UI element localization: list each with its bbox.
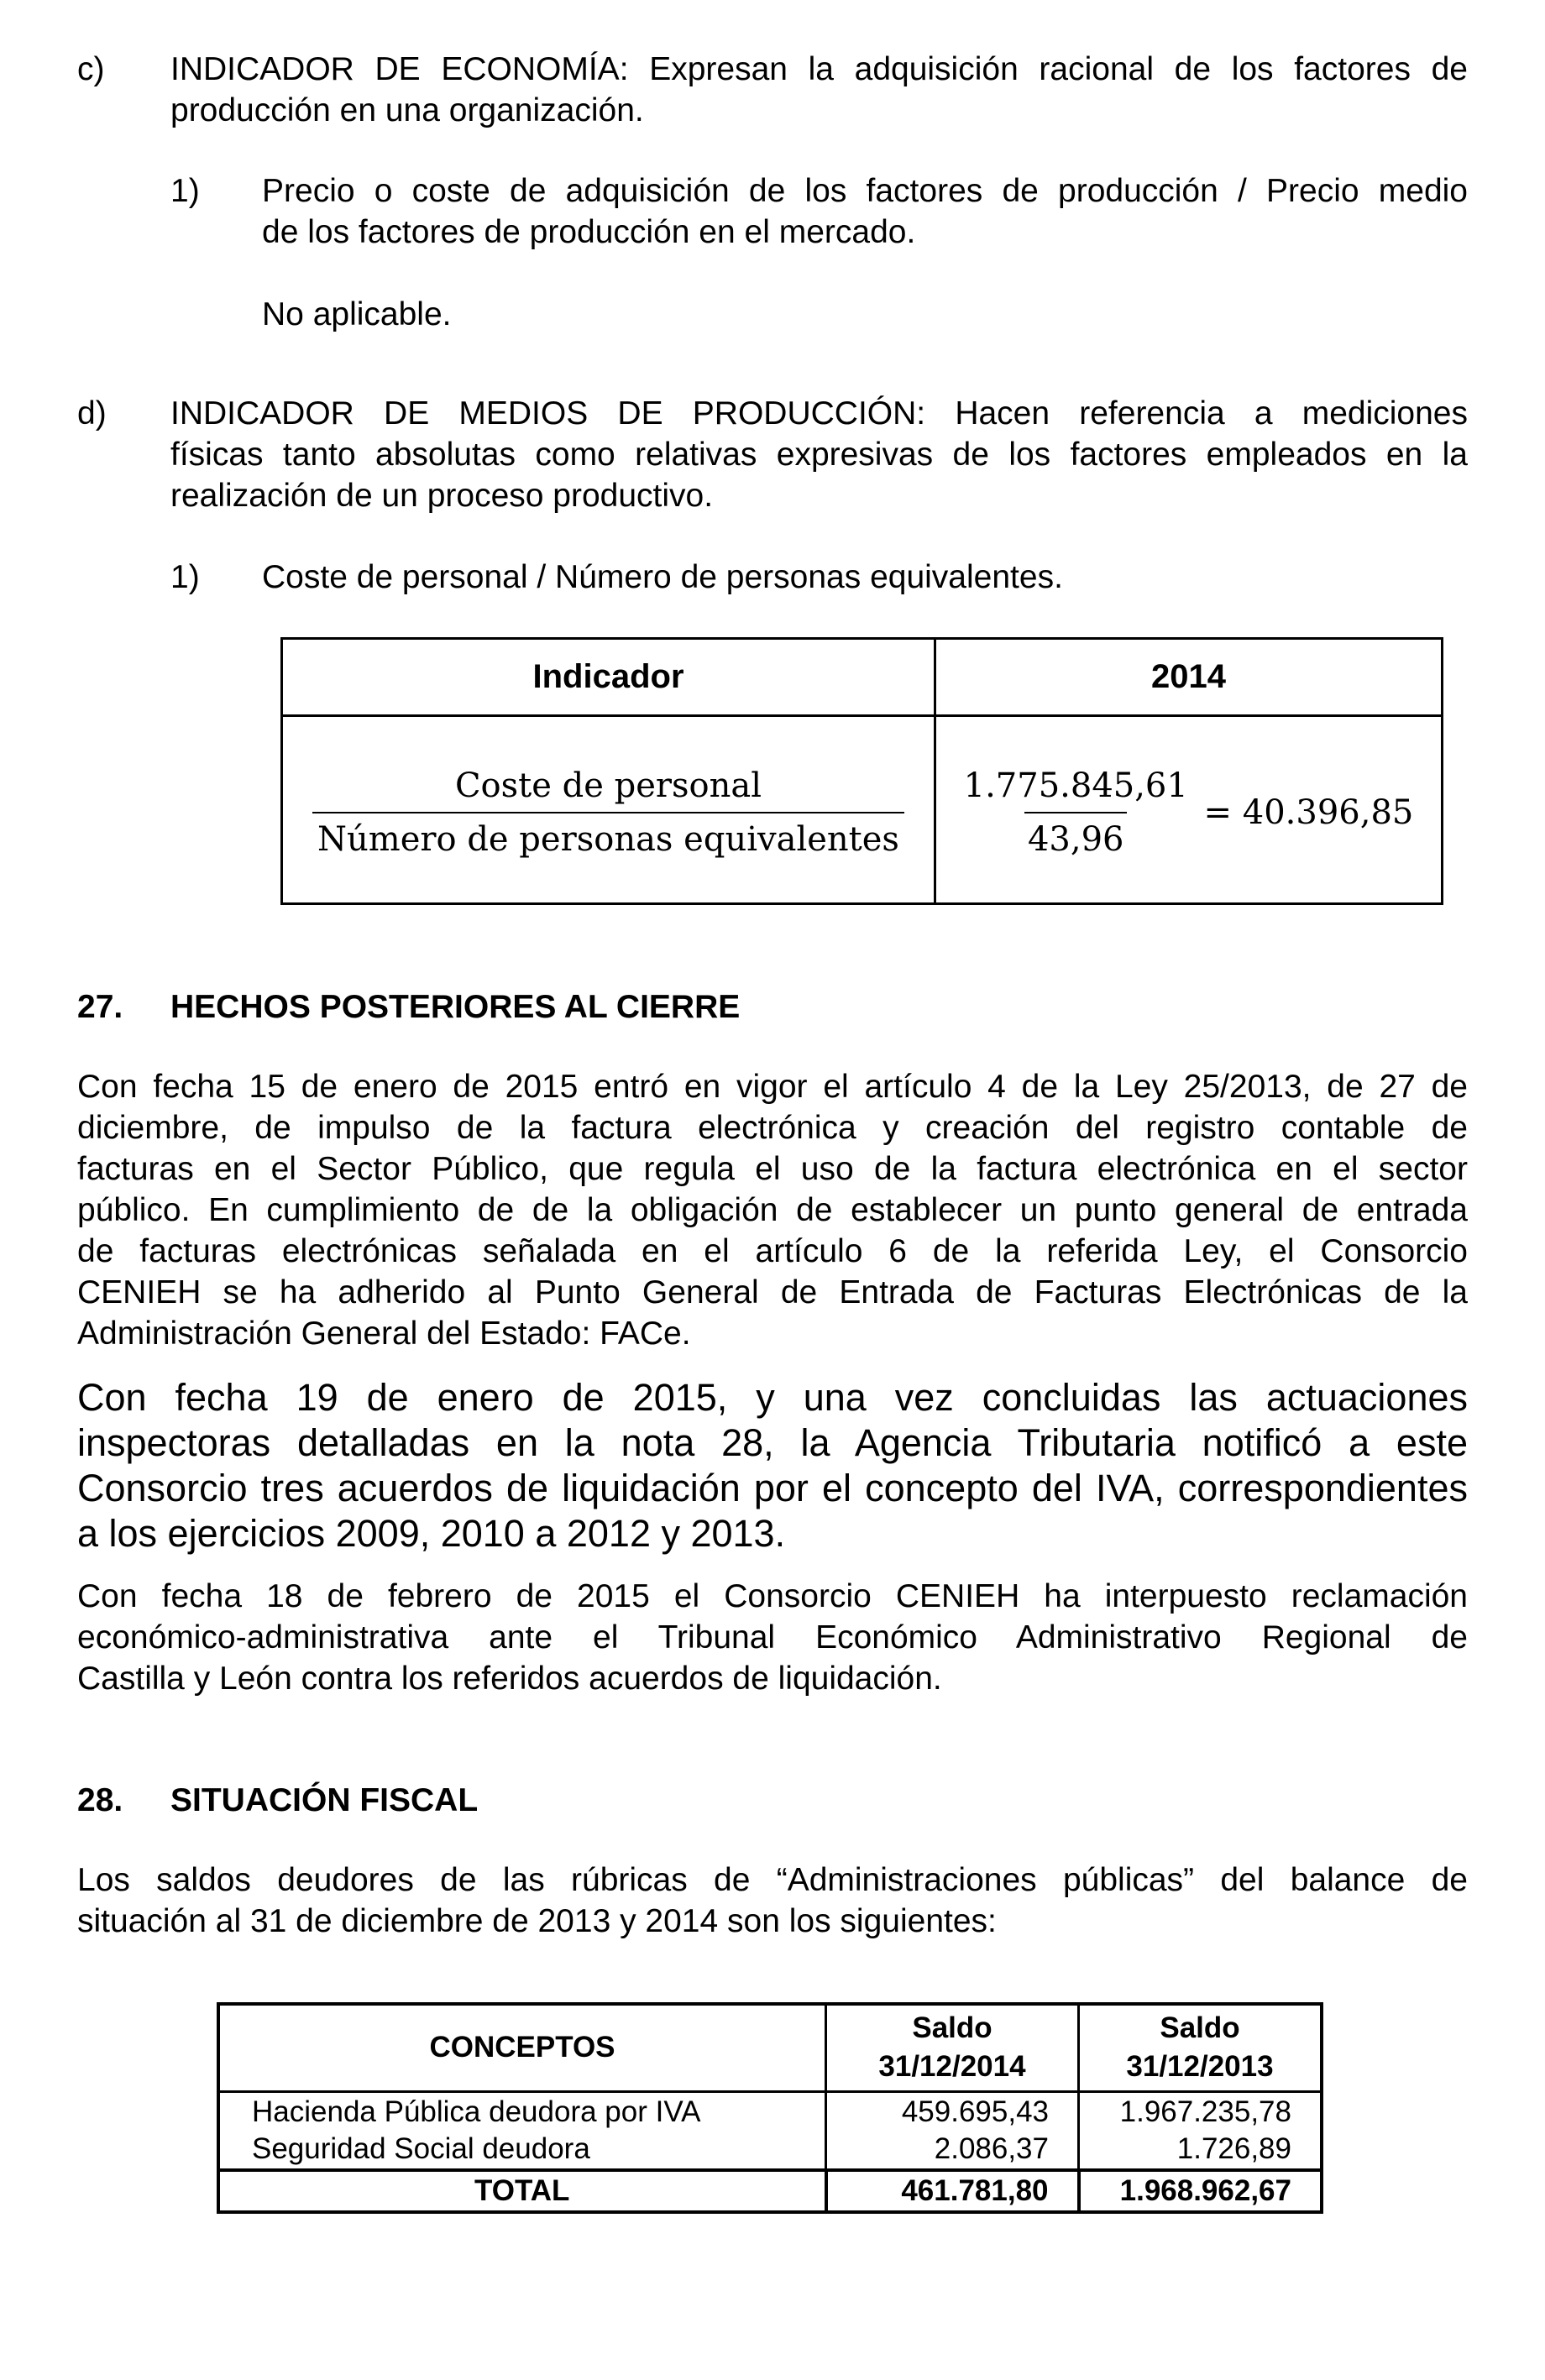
section-c-item-line: de los factores de producción en el mercado. xyxy=(262,214,916,250)
paragraph-line: Con fecha 19 de enero de 2015, y una vez concluidas las actuaciones xyxy=(77,1376,1468,1419)
paragraph-line: económico-administrativa ante el Tribunal Económico Administrativo Regional de xyxy=(77,1619,1468,1656)
formula-numerator: Coste de personal xyxy=(454,766,762,805)
section-c-item-line: Precio o coste de adquisición de los factores de producción / Precio medio xyxy=(262,173,1468,209)
value-numerator: 1.775.845,61 xyxy=(963,766,1188,805)
total-2014: 461.781,80 xyxy=(826,2170,1079,2212)
paragraph-line: facturas en el Sector Público, que regula el uso de la factura electrónica en el sector xyxy=(77,1151,1468,1187)
concepts-header: CONCEPTOS xyxy=(218,2004,826,2091)
paragraph-line: Administración General del Estado: FACe. xyxy=(77,1316,691,1352)
indicator-value-cell xyxy=(935,716,1443,904)
paragraph-line: diciembre, de impulso de la factura electrónica y creación del registro contable de xyxy=(77,1110,1468,1146)
indicator-header: Indicador xyxy=(282,639,935,716)
section-28-title: SITUACIÓN FISCAL xyxy=(170,1782,479,1818)
value-denominator: 43,96 xyxy=(1024,812,1128,859)
paragraph-line: Con fecha 18 de febrero de 2015 el Consorcio CENIEH ha interpuesto reclamación xyxy=(77,1578,1468,1614)
indicator-formula-cell xyxy=(282,716,935,904)
concepts-cell xyxy=(218,2091,826,2170)
table-row-value-2013: 1.967.235,78 xyxy=(1119,2095,1291,2128)
paragraph-line: público. En cumplimiento de de la obligación de establecer un punto general de entrada xyxy=(77,1192,1468,1228)
indicator-year-header: 2014 xyxy=(935,639,1443,716)
section-d-item-marker: 1) xyxy=(170,559,200,595)
formula-denominator: Número de personas equivalentes xyxy=(312,812,904,859)
value-result: = 40.396,85 xyxy=(1203,793,1414,832)
indicator-formula xyxy=(312,766,904,859)
paragraph-line: CENIEH se ha adherido al Punto General de Entrada de Facturas Electrónicas de la xyxy=(77,1274,1468,1310)
section-c-marker: c) xyxy=(77,51,105,87)
section-27-number: 27. xyxy=(77,989,123,1025)
value-fraction xyxy=(964,766,1188,859)
table-row-concept: Seguridad Social deudora xyxy=(252,2132,590,2165)
fiscal-table xyxy=(217,2002,1323,2214)
table-row-value-2014: 459.695,43 xyxy=(901,2095,1049,2128)
section-d-line: físicas tanto absolutas como relativas expresivas de los factores empleados en la xyxy=(170,437,1468,473)
header-line: 31/12/2014 xyxy=(878,2050,1026,2084)
paragraph-line: Los saldos deudores de las rúbricas de “Administraciones públicas” del balance de xyxy=(77,1862,1468,1898)
section-d-marker: d) xyxy=(77,395,107,432)
section-28-number: 28. xyxy=(77,1782,123,1818)
section-c-item-note: No aplicable. xyxy=(262,296,452,332)
saldo-2014-header xyxy=(826,2004,1079,2091)
section-27-paragraph-3 xyxy=(77,1576,1468,1699)
paragraph-line: inspectoras detalladas en la nota 28, la Agencia Tributaria notificó a este xyxy=(77,1421,1468,1464)
paragraph-line: Con fecha 15 de enero de 2015 entró en vigor el artículo 4 de la Ley 25/2013, de 27 de xyxy=(77,1069,1468,1105)
section-c-line: producción en una organización. xyxy=(170,92,644,128)
indicator-value xyxy=(963,766,1414,859)
indicator-table xyxy=(280,637,1443,905)
section-d-text xyxy=(170,393,1468,516)
section-d-item-text: Coste de personal / Número de personas equivalentes. xyxy=(262,559,1063,595)
total-label: TOTAL xyxy=(218,2170,826,2212)
section-27-title: HECHOS POSTERIORES AL CIERRE xyxy=(170,989,741,1025)
table-row-value-2014: 2.086,37 xyxy=(934,2132,1049,2165)
section-d-line: realización de un proceso productivo. xyxy=(170,478,714,514)
section-c-item-marker: 1) xyxy=(170,173,200,209)
section-c-line: INDICADOR DE ECONOMÍA: Expresan la adquisición racional de los factores de xyxy=(170,51,1468,87)
section-27-paragraph-1 xyxy=(77,1066,1468,1354)
values-2014-cell xyxy=(826,2091,1079,2170)
values-2013-cell xyxy=(1079,2091,1322,2170)
paragraph-line: de facturas electrónicas señalada en el artículo 6 de la referida Ley, el Consorcio xyxy=(77,1233,1468,1269)
section-c-text xyxy=(170,49,1468,131)
section-c-item-text xyxy=(262,170,1468,253)
paragraph-line: Consorcio tres acuerdos de liquidación por el concepto del IVA, correspondientes xyxy=(77,1467,1468,1509)
section-28-paragraph-1 xyxy=(77,1860,1468,1942)
section-d-line: INDICADOR DE MEDIOS DE PRODUCCIÓN: Hacen referencia a mediciones xyxy=(170,395,1468,432)
table-row-concept: Hacienda Pública deudora por IVA xyxy=(252,2095,701,2128)
section-27-paragraph-2 xyxy=(77,1375,1468,1556)
table-row-value-2013: 1.726,89 xyxy=(1176,2132,1291,2165)
header-line: 31/12/2013 xyxy=(1126,2050,1274,2084)
total-2013: 1.968.962,67 xyxy=(1079,2170,1322,2212)
paragraph-line: Castilla y León contra los referidos acuerdos de liquidación. xyxy=(77,1661,942,1697)
paragraph-line: a los ejercicios 2009, 2010 a 2012 y 2013. xyxy=(77,1512,786,1555)
paragraph-line: situación al 31 de diciembre de 2013 y 2014 son los siguientes: xyxy=(77,1903,997,1939)
header-line: Saldo xyxy=(1160,2011,1240,2045)
saldo-2013-header xyxy=(1079,2004,1322,2091)
header-line: Saldo xyxy=(912,2011,992,2045)
